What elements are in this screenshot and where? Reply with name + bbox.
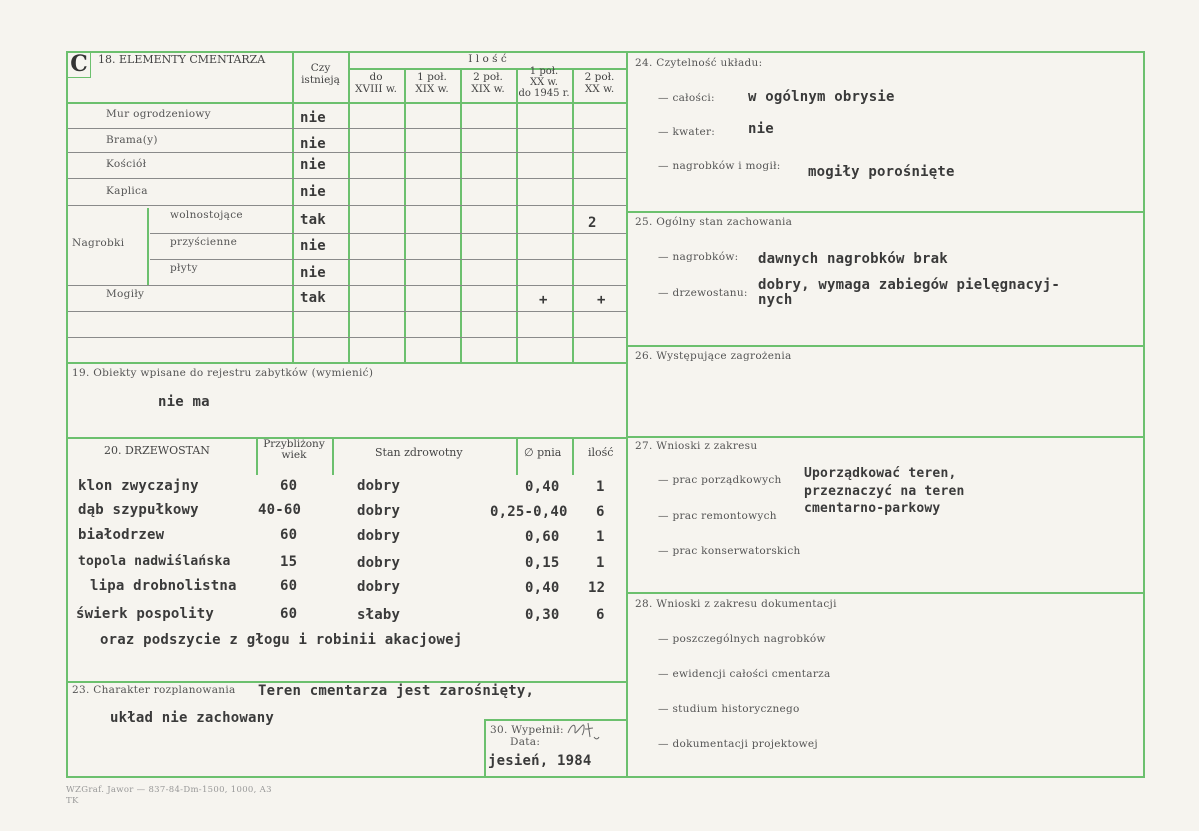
- tree-age: 60: [280, 578, 298, 594]
- period-header-3: 2 poł. XIX w.: [471, 71, 505, 95]
- tree-age: 60: [280, 606, 298, 622]
- filled-by-label: 30. Wypełnił:: [490, 724, 564, 736]
- tree-name: świerk pospolity: [76, 606, 215, 622]
- period-header-2: 1 poł. XIX w.: [415, 71, 449, 95]
- health-header: Stan zdrowotny: [375, 446, 463, 459]
- exists-przyscienne: nie: [300, 238, 326, 254]
- tree-name: lipa drobnolistna: [90, 578, 237, 594]
- tree-count: 6: [596, 504, 605, 520]
- legibility-graves-label: — nagrobków i mogił:: [658, 160, 781, 172]
- tree-age: 40-60: [258, 502, 302, 518]
- legibility-quarters-value: nie: [748, 121, 774, 137]
- tree-age: 60: [280, 478, 298, 494]
- tree-health: dobry: [357, 478, 401, 494]
- tree-health: słaby: [357, 607, 401, 623]
- legibility-graves-value: mogiły porośnięte: [808, 164, 955, 180]
- layout-description-line1: Teren cmentarza jest zarośnięty,: [258, 683, 535, 699]
- tree-count: 1: [596, 479, 605, 495]
- section-27-title: 27. Wnioski z zakresu: [635, 440, 758, 452]
- renovation-works-label: — prac remontowych: [658, 510, 777, 522]
- quantity-wolnostojace-2pol-xx: 2: [588, 215, 597, 231]
- exists-brama: nie: [300, 136, 326, 152]
- legibility-whole-label: — całości:: [658, 92, 715, 104]
- tree-diameter: 0,30: [525, 607, 560, 623]
- tree-count: 1: [596, 529, 605, 545]
- tree-age: 60: [280, 527, 298, 543]
- condition-trees-label: — drzewostanu:: [658, 287, 748, 299]
- printer-info: WZGraf. Jawor — 837-84-Dm-1500, 1000, A3: [66, 785, 272, 795]
- exists-kosciol: nie: [300, 157, 326, 173]
- section-19-title: 19. Obiekty wpisane do rejestru zabytków (wymienić): [72, 367, 374, 379]
- exists-mogily: tak: [300, 290, 326, 306]
- diameter-header: ∅ pnia: [524, 446, 562, 459]
- row-label-plyty: płyty: [170, 262, 198, 274]
- row-label-kosciol: Kościół: [106, 158, 147, 170]
- documentation-item: — ewidencji całości cmentarza: [658, 668, 831, 680]
- tree-name: topola nadwiślańska: [78, 554, 231, 569]
- recommendation-line2: przeznaczyć na teren: [804, 484, 965, 499]
- tree-count: 1: [596, 555, 605, 571]
- age-header: Przybliżony wiek: [263, 438, 325, 461]
- tree-count: 12: [588, 580, 606, 596]
- condition-trees-value-line1: dobry, wymaga zabiegów pielęgnacyj-: [758, 277, 1061, 293]
- tree-name: klon zwyczajny: [78, 478, 199, 494]
- row-label-brama: Brama(y): [106, 134, 158, 146]
- quantity-mogily-2pol-xx: +: [597, 292, 606, 308]
- tree-diameter: 0,40: [525, 479, 560, 495]
- exists-header: Czy istnieją: [301, 62, 340, 86]
- condition-tombs-value: dawnych nagrobków brak: [758, 251, 948, 267]
- row-label-nagrobki: Nagrobki: [72, 237, 125, 249]
- tree-diameter: 0,40: [525, 580, 560, 596]
- section-24-title: 24. Czytelność układu:: [635, 57, 763, 69]
- tree-name: dąb szypułkowy: [78, 502, 199, 518]
- tree-health: dobry: [357, 579, 401, 595]
- date-label: Data:: [510, 736, 541, 748]
- printer-code: TK: [66, 796, 79, 806]
- exists-kaplica: nie: [300, 184, 326, 200]
- tree-count: 6: [596, 607, 605, 623]
- legibility-whole-value: w ogólnym obrysie: [748, 89, 895, 105]
- documentation-item: — dokumentacji projektowej: [658, 738, 818, 750]
- tree-health: dobry: [357, 528, 401, 544]
- recommendation-line3: cmentarno-parkowy: [804, 501, 941, 516]
- section-18-title: 18. ELEMENTY CMENTARZA: [98, 53, 266, 66]
- documentation-item: — poszczególnych nagrobków: [658, 633, 826, 645]
- documentation-item: — studium historycznego: [658, 703, 800, 715]
- signature-scribble: [566, 719, 600, 745]
- section-19-value: nie ma: [158, 394, 210, 410]
- section-26-title: 26. Występujące zagrożenia: [635, 350, 792, 362]
- section-letter: C: [68, 51, 91, 78]
- period-header-4: 1 poł. XX w. do 1945 r.: [518, 66, 570, 99]
- date-value: jesień, 1984: [488, 753, 592, 769]
- period-header-5: 2 poł. XX w.: [584, 71, 615, 95]
- conservation-works-label: — prac konserwatorskich: [658, 545, 801, 557]
- row-label-kaplica: Kaplica: [106, 185, 148, 197]
- undergrowth-note: oraz podszycie z głogu i robinii akacjowej: [100, 632, 463, 648]
- tree-diameter: 0,15: [525, 555, 560, 571]
- period-header-1: do XVIII w.: [355, 71, 397, 95]
- tree-health: dobry: [357, 555, 401, 571]
- count-header: ilość: [588, 446, 614, 459]
- condition-tombs-label: — nagrobków:: [658, 251, 739, 263]
- row-label-przyscienne: przyścienne: [170, 236, 238, 248]
- tree-health: dobry: [357, 503, 401, 519]
- exists-mur: nie: [300, 110, 326, 126]
- quantity-mogily-1pol-xx: +: [539, 292, 548, 308]
- condition-trees-value-line2: nych: [758, 292, 793, 308]
- tree-diameter: 0,60: [525, 529, 560, 545]
- recommendation-line1: Uporządkować teren,: [804, 466, 957, 481]
- section-25-title: 25. Ogólny stan zachowania: [635, 216, 793, 228]
- legibility-quarters-label: — kwater:: [658, 126, 716, 138]
- tree-name: białodrzew: [78, 527, 165, 543]
- tree-age: 15: [280, 554, 298, 570]
- section-20-title: 20. DRZEWOSTAN: [104, 444, 210, 457]
- tree-diameter: 0,25-0,40: [490, 504, 568, 520]
- exists-plyty: nie: [300, 265, 326, 281]
- row-label-wolnostojace: wolnostojące: [170, 209, 243, 221]
- section-23-title: 23. Charakter rozplanowania: [72, 684, 236, 696]
- row-label-mur: Mur ogrodzeniowy: [106, 108, 211, 120]
- section-28-title: 28. Wnioski z zakresu dokumentacji: [635, 598, 837, 610]
- exists-wolnostojace: tak: [300, 212, 326, 228]
- row-label-mogily: Mogiły: [106, 288, 145, 300]
- layout-description-line2: układ nie zachowany: [110, 710, 274, 726]
- cleanup-works-label: — prac porządkowych: [658, 474, 782, 486]
- quantity-header: I l o ś ć: [468, 53, 507, 65]
